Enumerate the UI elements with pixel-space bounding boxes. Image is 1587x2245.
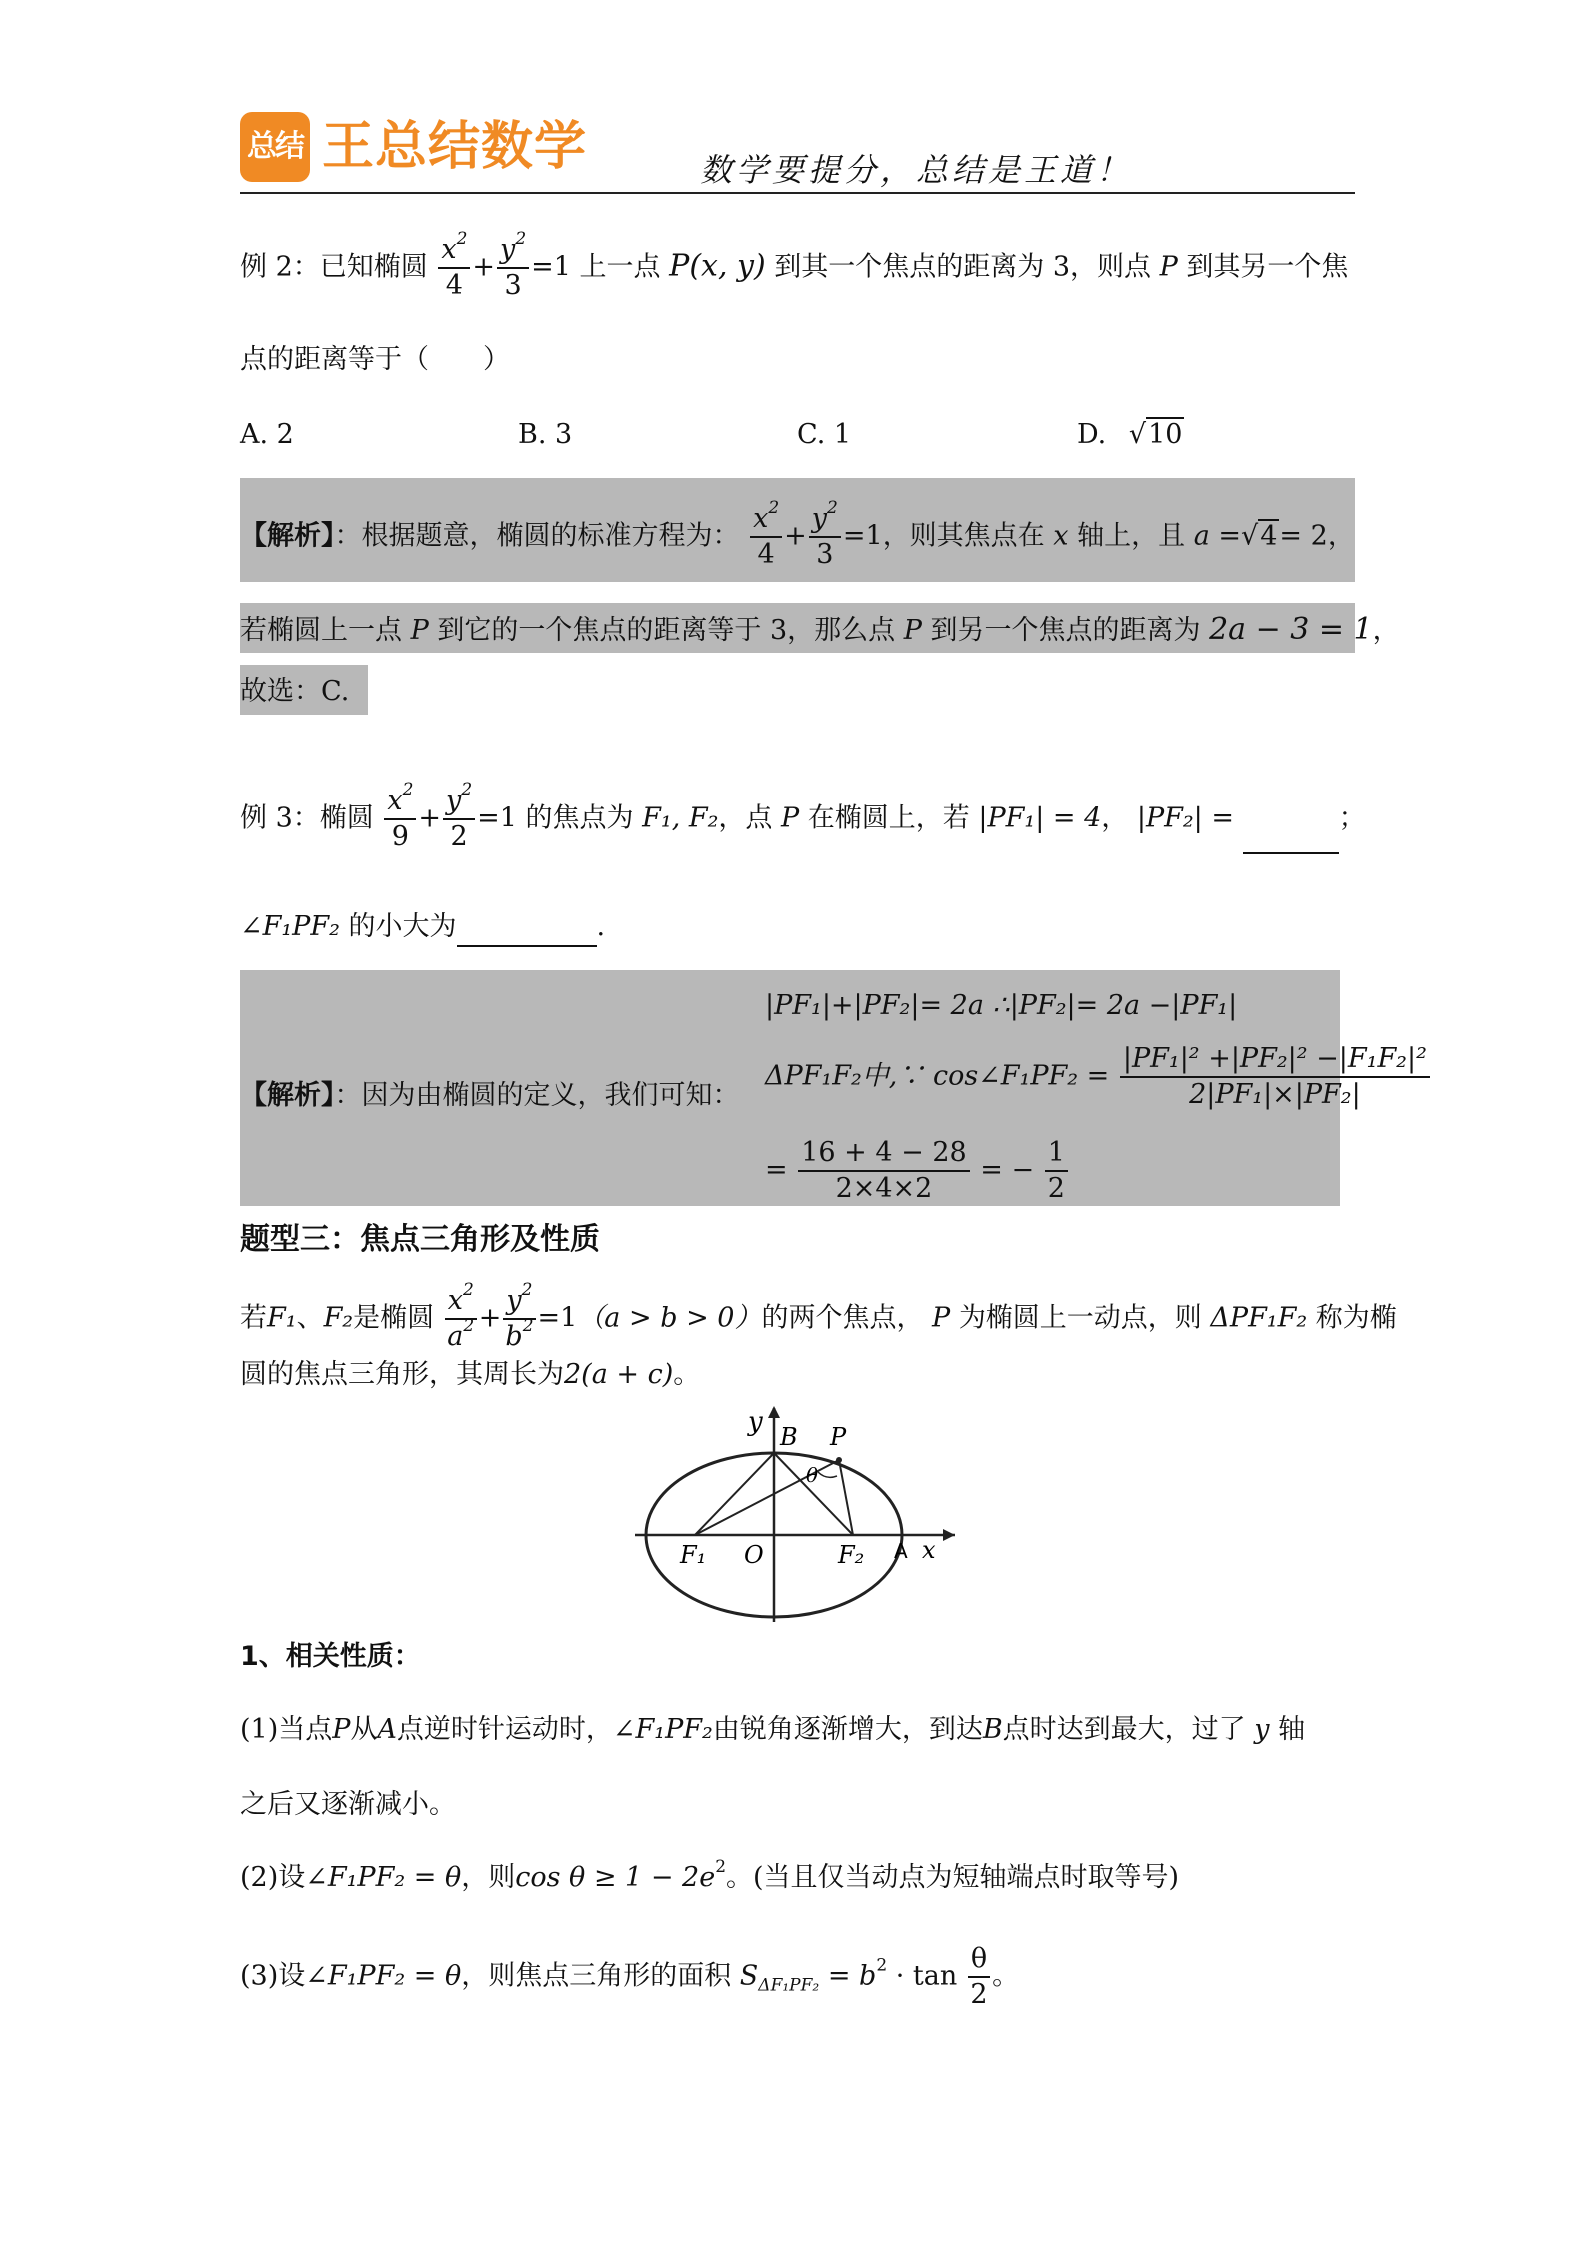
example3-line1: 例 3：椭圆 $\frac{x^2}{9}$ + $\frac{y^2}{2}$ =1 的焦点为 F₁, F₂，点 P 在椭圆上，若 |PF₁| = 4， |PF₂| = ；: [240, 780, 1366, 852]
option-c: C. 1: [797, 419, 852, 450]
label-theta: θ: [806, 1463, 819, 1487]
option-b: B. 3: [518, 419, 573, 450]
solution2-line1: 【解析】：根据题意，椭圆的标准方程为： $\frac{x^2}{4}$ + $\frac{y^2}{3}$ =1，则其焦点在 x 轴上，且 a =√4= 2，: [240, 498, 1355, 570]
solution3-eq3: = $\frac{16 + 4 - 28}{2\times 4\times 2}$ = − $\frac{1}{2}$: [765, 1136, 1070, 1206]
header-rule: [240, 192, 1355, 194]
solution3-eq1: |PF₁|+|PF₂|= 2a ∴|PF₂|= 2a −|PF₁|: [765, 990, 1238, 1021]
solution3-intro: 【解析】：因为由椭圆的定义，我们可知：: [240, 1080, 740, 1111]
label-f1: F₁: [680, 1541, 707, 1569]
properties-title: 1、相关性质：: [240, 1641, 421, 1672]
label-x: x: [922, 1536, 936, 1564]
solution2-line2: 若椭圆上一点 P 到它的一个焦点的距离等于 3，那么点 P 到另一个焦点的距离为 2a − 3 = 1，: [240, 612, 1400, 647]
label-f2: F₂: [838, 1541, 865, 1569]
answer-blank-2[interactable]: [457, 917, 597, 947]
section3-title: 题型三：焦点三角形及性质: [240, 1222, 600, 1257]
property-1-line2: 之后又逐渐减小。: [240, 1789, 456, 1820]
y-axis-arrow: [768, 1406, 780, 1418]
solution2-line3: 故选：C.: [240, 676, 350, 707]
point-p-dot: [836, 1457, 842, 1463]
property-3: (3)设∠F₁PF₂ = θ，则焦点三角形的面积 $S_{\Delta F_1PF_2} = b^2 \cdot \tan$ $\frac{\theta}{2}$ 。: [240, 1943, 1020, 2010]
logo-text: 王总结数学: [322, 117, 588, 177]
example2-line1: 例 2：已知椭圆 $\frac{x^2}{4}$ + $\frac{y^2}{3}$ =1 上一点 P(x, y) 到其一个焦点的距离为 3，则点 P 到其另一个焦: [240, 229, 1349, 301]
logo-mark: 总结: [240, 112, 310, 182]
example2-line2: 点的距离等于（ ）: [240, 344, 510, 375]
solution3-eq2: ΔPF₁F₂中,∵ cos∠F₁PF₂ = $\frac{\text{|PF₁|² +|PF₂|² −|F₁F₂|²}}{\text{2|PF₁|×|PF₂|}}$: [765, 1042, 1432, 1112]
label-o: O: [744, 1541, 764, 1569]
property-1-line1: (1)当点P从A点逆时针运动时，∠F₁PF₂由锐角逐渐增大，到达B点时达到最大，过了 y 轴: [240, 1714, 1306, 1745]
property-2: (2)设∠F₁PF₂ = θ，则$\cos \theta \ge 1 - 2e^2$。(当且仅当动点为短轴端点时取等号): [240, 1857, 1180, 1893]
example3-line2: ∠F₁PF₂ 的小大为 .: [240, 907, 605, 947]
x-axis-arrow: [943, 1529, 955, 1541]
label-a: A: [894, 1539, 908, 1563]
label-b: B: [780, 1423, 798, 1451]
section3-intro-line2: 圆的焦点三角形，其周长为2(a + c)。: [240, 1359, 701, 1390]
label-y: y: [748, 1407, 763, 1437]
option-d: D. √10: [1077, 419, 1183, 450]
option-a: A. 2: [240, 419, 294, 450]
label-p: P: [830, 1423, 847, 1451]
slogan: 数学要提分，总结是王道！: [700, 151, 1133, 189]
section3-intro-line1: 若F₁、F₂是椭圆 $\frac{x^2}{a^2}$ + $\frac{y^2}{b^2}$ =1（a > b > 0）的两个焦点， P 为椭圆上一动点，则 ΔPF₁F₂ 称为椭: [240, 1280, 1397, 1352]
ellipse-focal-triangle-figure: [630, 1400, 970, 1630]
answer-blank-1[interactable]: [1243, 824, 1339, 854]
theta-arc: [818, 1472, 837, 1477]
